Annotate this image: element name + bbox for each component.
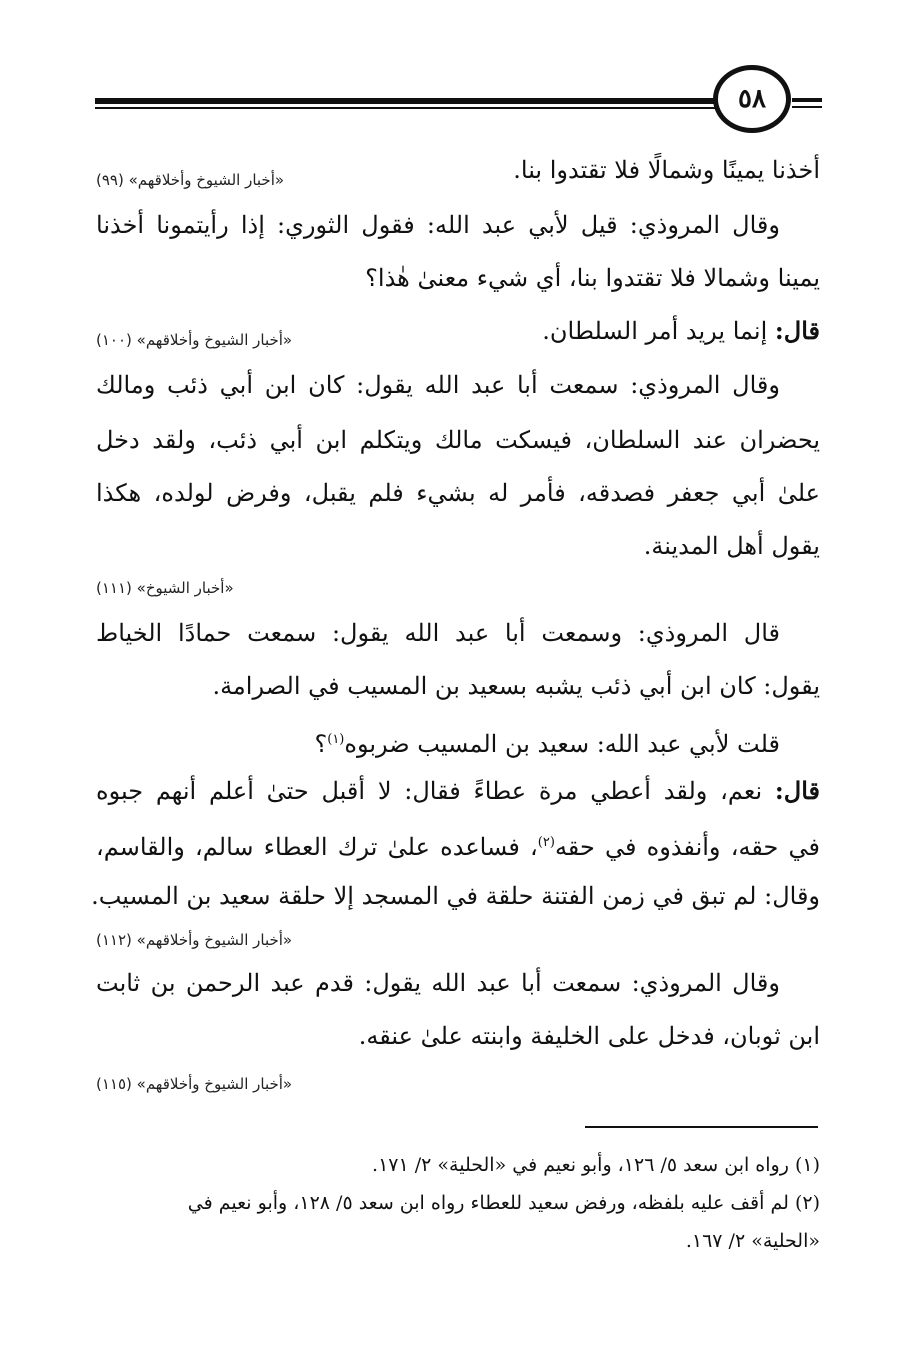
footnote-number: (١) [794, 1154, 820, 1176]
paragraph-line: يحضران عند السلطان، فيسكت مالك ويتكلم ابن أبي ذئب، ولقد دخل [96, 426, 820, 454]
footnote-rule [585, 1126, 818, 1128]
footnote-1 [96, 1152, 820, 1178]
paragraph-text: ، فساعده علىٰ ترك العطاء سالم، والقاسم، [96, 833, 538, 861]
footnote-text: لم أقف عليه بلفظه، ورفض سعيد للعطاء رواه ابن سعد ٥/ ١٢٨، وأبو نعيم في [187, 1192, 789, 1214]
source-citation: «أخبار الشيوخ وأخلاقهم» (١٠٠) [96, 331, 293, 349]
paragraph-line [96, 828, 820, 862]
source-citation: «أخبار الشيوخ وأخلاقهم» (١١٢) [96, 931, 293, 949]
paragraph-lead: قال: [774, 776, 821, 805]
paragraph-line: وقال المروذي: سمعت أبا عبد الله يقول: كان ابن أبي ذئب ومالك [96, 371, 780, 399]
header-rule [95, 98, 717, 104]
paragraph-text: في حقه، وأنفذوه في حقه [554, 833, 820, 861]
paragraph-line: يقول أهل المدينة. [643, 532, 820, 560]
page-number-badge [713, 65, 791, 133]
paragraph-text: أخذنا يمينًا وشمالًا فلا تقتدوا بنا. [513, 156, 820, 184]
paragraph-text: إنما يريد أمر السلطان. [542, 317, 768, 345]
paragraph-line: ابن ثوبان، فدخل على الخليفة وابنته علىٰ عنقه. [358, 1022, 820, 1050]
paragraph-line: يقول: كان ابن أبي ذئب يشبه بسعيد بن المسيب في الصرامة. [212, 672, 820, 700]
paragraph-line [96, 725, 820, 759]
source-citation: «أخبار الشيوخ وأخلاقهم» (٩٩) [96, 171, 285, 189]
paragraph-text: ؟ [314, 730, 328, 758]
footnote-2 [96, 1190, 820, 1216]
paragraph-line: وقال المروذي: سمعت أبا عبد الله يقول: قدم عبد الرحمن بن ثابت [96, 969, 780, 997]
paragraph-line: علىٰ أبي جعفر فصدقه، فأمر له بشيء فلم يقبل، وفرض لولده، هكذا [96, 479, 820, 507]
paragraph-line: قال المروذي: وسمعت أبا عبد الله يقول: سمعت حمادًا الخياط [96, 619, 780, 647]
source-citation: «أخبار الشيوخ» (١١١) [96, 579, 234, 597]
paragraph-line [96, 776, 820, 806]
paragraph-lead: قال: [774, 316, 820, 345]
footnote-ref[interactable]: (١) [327, 732, 345, 747]
page-number: ٥٨ [738, 84, 766, 114]
footnote-ref[interactable]: (٢) [537, 835, 555, 850]
footnote-2-continued: «الحلية» ٢/ ١٦٧. [685, 1230, 820, 1252]
paragraph-line: وقال: لم تبق في زمن الفتنة حلقة في المسجد إلا حلقة سعيد بن المسيب. [91, 882, 820, 910]
footnote-text: رواه ابن سعد ٥/ ١٢٦، وأبو نعيم في «الحلية» ٢/ ١٧١. [372, 1154, 789, 1176]
header-rule-right-thin [792, 106, 822, 108]
paragraph-text: نعم، ولقد أعطي مرة عطاءً فقال: لا أقبل حتىٰ أعلم أنهم جبوه [96, 777, 763, 805]
footnote-number: (٢) [794, 1192, 820, 1214]
header-rule-thin [95, 107, 717, 109]
source-citation: «أخبار الشيوخ وأخلاقهم» (١١٥) [96, 1075, 293, 1093]
paragraph-text: قلت لأبي عبد الله: سعيد بن المسيب ضربوه [344, 730, 780, 758]
header-rule-right [792, 98, 822, 102]
paragraph-line: وقال المروذي: قيل لأبي عبد الله: فقول الثوري: إذا رأيتمونا أخذنا [96, 211, 780, 239]
paragraph-line: يمينا وشمالا فلا تقتدوا بنا، أي شيء معنىٰ هٰذا؟ [365, 264, 820, 292]
